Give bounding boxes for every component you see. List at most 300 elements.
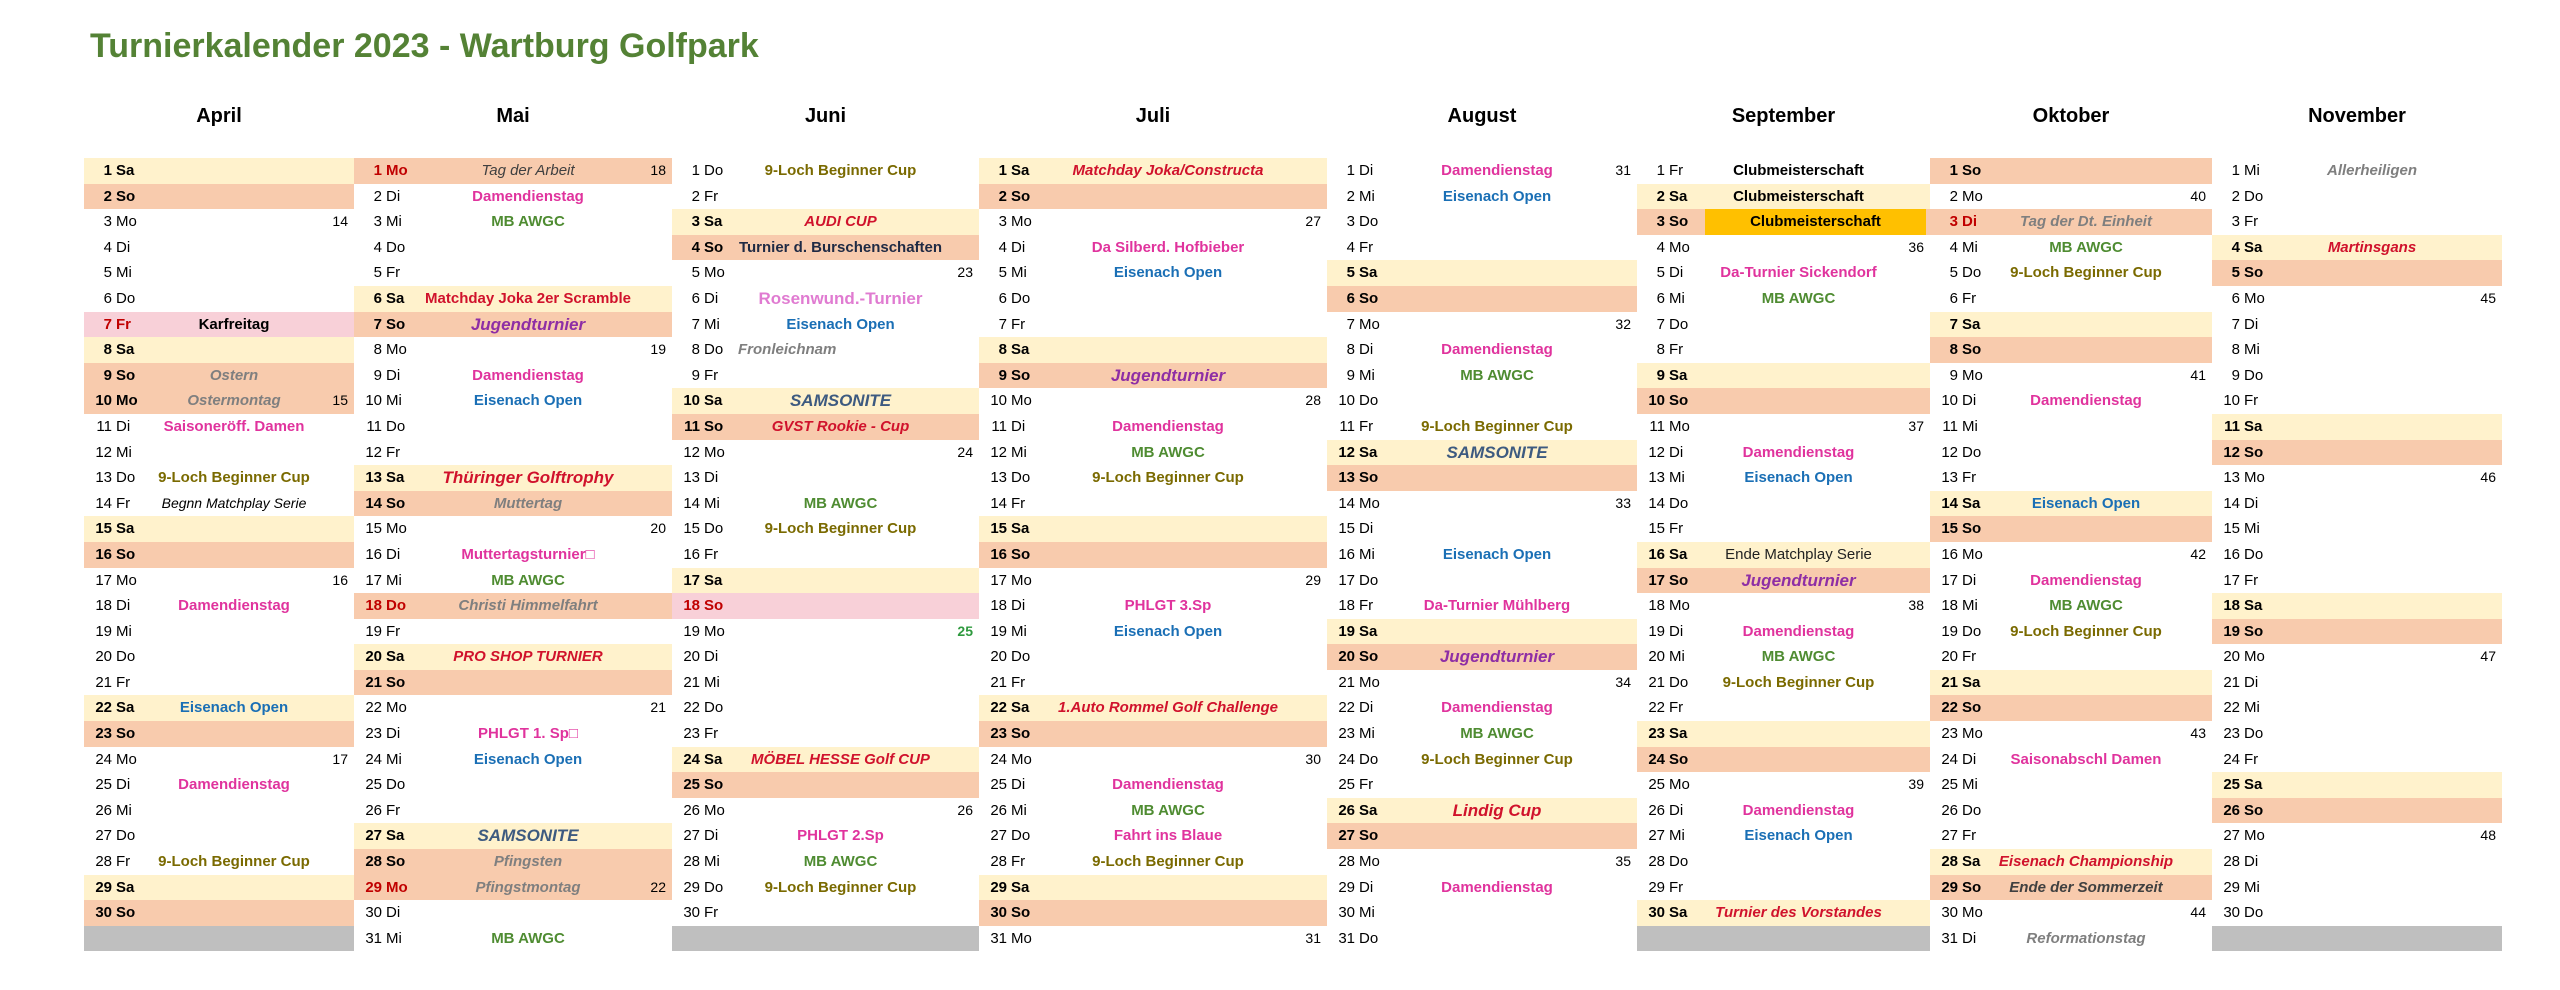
- weekday: Mo: [1011, 571, 1032, 589]
- day-number: 27: [95, 827, 112, 845]
- day-number: 13: [2223, 469, 2240, 487]
- day-number: 16: [990, 545, 1007, 563]
- event-label: MB AWGC: [2049, 238, 2123, 256]
- day-row: [2212, 798, 2502, 824]
- weekday: Fr: [704, 545, 719, 563]
- day-number: 22: [683, 699, 700, 717]
- day-row: [672, 286, 979, 312]
- weekday: Di: [386, 366, 401, 384]
- day-row: [672, 823, 979, 849]
- day-number: 9: [2231, 366, 2240, 384]
- day-number: 9: [691, 366, 700, 384]
- weekday: Mi: [1669, 827, 1685, 845]
- weekday: Mi: [386, 750, 402, 768]
- weekday: Do: [704, 162, 724, 179]
- event-label: Rosenwund.-Turnier: [758, 288, 923, 308]
- day-number: 20: [683, 648, 700, 666]
- week-number: 48: [2480, 827, 2496, 844]
- weekday: Do: [2244, 366, 2264, 384]
- day-row: [672, 568, 979, 594]
- day-row: [84, 875, 354, 901]
- day-number: 10: [990, 392, 1007, 410]
- day-row: [84, 926, 354, 952]
- weekday: Fr: [1669, 520, 1684, 538]
- event-label: Pfingsten: [493, 853, 563, 871]
- weekday: Di: [116, 597, 131, 615]
- weekday: Di: [1669, 801, 1684, 819]
- day-number: 12: [1338, 443, 1355, 461]
- day-number: 13: [1941, 469, 1958, 487]
- day-number: 6: [691, 289, 700, 307]
- day-row: [2212, 465, 2502, 491]
- weekday: Sa: [116, 341, 135, 359]
- day-row: [1327, 568, 1637, 594]
- event-label: MB AWGC: [803, 853, 878, 871]
- weekday: So: [1011, 904, 1031, 922]
- weekday: Di: [116, 238, 131, 256]
- day-number: 21: [1338, 673, 1355, 691]
- day-row: [1637, 440, 1930, 466]
- weekday: So: [1359, 827, 1379, 845]
- day-row: [2212, 721, 2502, 747]
- day-row: [1637, 875, 1930, 901]
- event-label: Begnn Matchplay Serie: [161, 494, 307, 511]
- day-number: 8: [103, 341, 112, 359]
- day-row: [1637, 158, 1930, 184]
- event-label: MB AWGC: [491, 571, 565, 589]
- day-number: 14: [365, 494, 382, 512]
- event-label: Da Silberd. Hofbieber: [1091, 238, 1245, 256]
- day-row: [84, 388, 354, 414]
- day-number: 20: [1941, 648, 1958, 666]
- day-row: [1327, 926, 1637, 952]
- weekday: Mo: [1669, 238, 1690, 256]
- weekday: Mo: [704, 801, 725, 819]
- weekday: Fr: [704, 904, 719, 922]
- day-row: [672, 926, 979, 952]
- day-row: [84, 695, 354, 721]
- day-row: [354, 414, 672, 440]
- day-row: [2212, 363, 2502, 389]
- event-label: 9-Loch Beginner Cup: [1722, 673, 1875, 691]
- event-label: Eisenach Open: [1442, 545, 1552, 563]
- day-row: [672, 619, 979, 645]
- event-label: Matchday Joka 2er Scramble: [425, 289, 631, 307]
- day-row: [672, 670, 979, 696]
- day-row: [1637, 926, 1930, 952]
- day-row: [2212, 823, 2502, 849]
- day-number: 2: [1949, 187, 1958, 205]
- day-number: 10: [683, 392, 700, 410]
- day-row: [1637, 542, 1930, 568]
- event-label: MB AWGC: [1460, 366, 1534, 384]
- weekday: Mi: [1011, 622, 1027, 640]
- day-row: [354, 568, 672, 594]
- day-number: 16: [1941, 545, 1958, 563]
- day-number: 24: [990, 750, 1007, 768]
- day-number: 7: [1346, 315, 1355, 333]
- event-label: Da-Turnier Sickendorf: [1720, 264, 1877, 282]
- day-row: [84, 440, 354, 466]
- day-number: 15: [1648, 520, 1665, 538]
- week-number: 27: [1305, 213, 1321, 230]
- event-label: Damendienstag: [472, 187, 584, 205]
- weekday: So: [1359, 469, 1379, 487]
- event-label: PHLGT 1. Sp□: [478, 725, 578, 743]
- day-number: 7: [1949, 315, 1958, 333]
- week-number: 34: [1615, 673, 1631, 690]
- day-row: [2212, 849, 2502, 875]
- event-label: 9-Loch Beginner Cup: [2010, 264, 2162, 282]
- day-number: 1: [1656, 162, 1665, 179]
- day-row: [2212, 184, 2502, 210]
- event-label: Pfingstmontag: [475, 878, 581, 896]
- day-number: 31: [990, 929, 1007, 947]
- event-label: 9-Loch Beginner Cup: [764, 162, 917, 179]
- day-row: [979, 260, 1327, 286]
- day-row: [1327, 388, 1637, 414]
- weekday: Fr: [1011, 315, 1026, 333]
- event-label: GVST Rookie - Cup: [771, 417, 910, 435]
- day-row: [1327, 823, 1637, 849]
- day-number: 19: [1338, 622, 1355, 640]
- day-number: 19: [990, 622, 1007, 640]
- day-number: 3: [2231, 213, 2240, 231]
- day-number: 10: [95, 392, 112, 410]
- day-row: [2212, 337, 2502, 363]
- day-row: [354, 900, 672, 926]
- day-row: [1930, 260, 2212, 286]
- weekday: Do: [1962, 443, 1982, 461]
- weekday: Mi: [2244, 341, 2260, 359]
- day-number: 15: [365, 520, 382, 538]
- week-number: 38: [1908, 597, 1924, 614]
- day-row: [979, 516, 1327, 542]
- day-number: 28: [1338, 853, 1355, 871]
- day-number: 14: [683, 494, 700, 512]
- day-row: [1637, 619, 1930, 645]
- day-number: 7: [2231, 315, 2240, 333]
- day-row: [1327, 440, 1637, 466]
- day-row: [1637, 695, 1930, 721]
- day-number: 19: [683, 622, 700, 640]
- day-number: 30: [683, 904, 700, 922]
- week-number: 19: [650, 341, 666, 358]
- day-number: 16: [365, 545, 382, 563]
- day-row: [84, 260, 354, 286]
- day-row: [1327, 184, 1637, 210]
- day-row: [1930, 158, 2212, 184]
- weekday: Mi: [1669, 469, 1685, 487]
- day-number: 21: [990, 673, 1007, 691]
- day-row: [672, 440, 979, 466]
- event-label: Eisenach Open: [473, 750, 583, 768]
- day-row: [84, 593, 354, 619]
- weekday: Mi: [386, 571, 402, 589]
- weekday: Mo: [2244, 469, 2265, 487]
- weekday: Fr: [386, 801, 401, 819]
- day-row: [672, 900, 979, 926]
- weekday: Sa: [386, 648, 405, 666]
- day-row: [84, 286, 354, 312]
- day-row: [979, 158, 1327, 184]
- day-number: 19: [95, 622, 112, 640]
- day-row: [1327, 465, 1637, 491]
- day-row: [979, 491, 1327, 517]
- day-number: 17: [1338, 571, 1355, 589]
- weekday: Mo: [386, 699, 407, 717]
- weekday: Mi: [1359, 187, 1375, 205]
- weekday: So: [1669, 571, 1689, 589]
- event-label: Damendienstag: [1441, 341, 1553, 359]
- weekday: Mo: [1359, 494, 1380, 512]
- day-row: [979, 235, 1327, 261]
- day-row: [1930, 516, 2212, 542]
- day-row: [672, 849, 979, 875]
- day-number: 15: [1941, 520, 1958, 538]
- day-row: [1327, 798, 1637, 824]
- day-row: [354, 491, 672, 517]
- day-number: 26: [1941, 801, 1958, 819]
- day-row: [84, 823, 354, 849]
- weekday: Do: [2244, 725, 2264, 743]
- day-row: [84, 798, 354, 824]
- weekday: Fr: [704, 725, 719, 743]
- day-row: [1930, 721, 2212, 747]
- day-number: 11: [684, 417, 700, 435]
- weekday: Fr: [2244, 750, 2259, 768]
- day-row: [354, 644, 672, 670]
- week-number: 31: [1615, 162, 1631, 178]
- day-row: [1637, 823, 1930, 849]
- day-row: [979, 568, 1327, 594]
- day-row: [979, 644, 1327, 670]
- event-label: Damendienstag: [2030, 571, 2142, 589]
- day-row: [1327, 235, 1637, 261]
- day-number: 4: [2231, 238, 2240, 256]
- weekday: Di: [704, 827, 719, 845]
- day-row: [672, 695, 979, 721]
- day-row: [354, 670, 672, 696]
- weekday: Di: [1011, 417, 1026, 435]
- day-number: 4: [103, 238, 112, 256]
- day-row: [1327, 593, 1637, 619]
- weekday: Mo: [116, 571, 137, 589]
- weekday: Do: [1669, 853, 1689, 871]
- day-row: [354, 593, 672, 619]
- weekday: So: [1011, 725, 1031, 743]
- weekday: Di: [1011, 238, 1026, 256]
- event-label: Jugendturnier: [470, 314, 586, 334]
- day-number: 18: [365, 597, 382, 615]
- day-number: 24: [1648, 750, 1665, 768]
- day-number: 10: [365, 392, 382, 410]
- weekday: Sa: [1962, 494, 1981, 512]
- day-number: 27: [365, 827, 382, 845]
- day-row: [84, 542, 354, 568]
- weekday: Sa: [386, 289, 405, 307]
- day-number: 18: [1338, 597, 1355, 615]
- week-number: 31: [1305, 929, 1321, 946]
- week-number: 42: [2190, 545, 2206, 562]
- weekday: Do: [1962, 622, 1982, 640]
- day-number: 13: [1648, 469, 1665, 487]
- day-number: 11: [1339, 417, 1355, 435]
- day-row: [979, 363, 1327, 389]
- day-row: [672, 798, 979, 824]
- day-row: [1637, 670, 1930, 696]
- day-row: [979, 747, 1327, 773]
- day-number: 17: [990, 571, 1007, 589]
- day-number: 24: [1941, 750, 1958, 768]
- weekday: Di: [1359, 699, 1374, 717]
- day-row: [979, 209, 1327, 235]
- day-row: [1637, 414, 1930, 440]
- day-row: [1327, 644, 1637, 670]
- day-row: [1327, 542, 1637, 568]
- day-row: [979, 184, 1327, 210]
- day-number: 8: [373, 341, 382, 359]
- weekday: So: [704, 417, 724, 435]
- day-row: [354, 184, 672, 210]
- day-number: 14: [1648, 494, 1665, 512]
- event-label: MB AWGC: [1131, 443, 1205, 461]
- month-column-juni: [672, 100, 979, 951]
- week-number: 17: [332, 750, 348, 767]
- day-number: 2: [103, 187, 112, 205]
- event-label: Turnier des Vorstandes: [1715, 904, 1882, 922]
- day-number: 10: [2223, 392, 2240, 410]
- weekday: Mo: [1962, 545, 1983, 563]
- day-row: [1930, 465, 2212, 491]
- day-number: 10: [1648, 392, 1665, 410]
- weekday: Do: [386, 597, 406, 615]
- day-number: 19: [365, 622, 382, 640]
- event-label: Damendienstag: [1441, 699, 1553, 717]
- day-row: [2212, 926, 2502, 952]
- event-label: Damendienstag: [472, 366, 584, 384]
- day-row: [2212, 644, 2502, 670]
- day-row: [354, 235, 672, 261]
- day-row: [1930, 363, 2212, 389]
- week-number: 18: [650, 162, 666, 178]
- event-label: Eisenach Open: [1744, 469, 1853, 487]
- day-row: [2212, 286, 2502, 312]
- weekday: So: [1962, 699, 1982, 717]
- weekday: Do: [116, 827, 136, 845]
- day-row: [672, 388, 979, 414]
- day-number: 29: [2223, 878, 2240, 896]
- week-number: 33: [1615, 494, 1631, 511]
- weekday: Sa: [116, 699, 135, 717]
- week-number: 28: [1305, 392, 1321, 409]
- weekday: Fr: [2244, 213, 2259, 231]
- day-row: [1327, 363, 1637, 389]
- weekday: So: [2244, 801, 2264, 819]
- weekday: So: [116, 904, 136, 922]
- day-number: 29: [683, 878, 700, 896]
- day-number: 25: [990, 776, 1007, 794]
- day-row: [1637, 798, 1930, 824]
- weekday: Mo: [1669, 597, 1690, 615]
- event-label: Fronleichnam: [738, 341, 837, 359]
- day-row: [672, 516, 979, 542]
- day-number: 5: [998, 264, 1007, 282]
- day-row: [979, 465, 1327, 491]
- day-number: 12: [1941, 443, 1958, 461]
- day-row: [1637, 363, 1930, 389]
- month-column-mai: [354, 100, 672, 951]
- event-label: Damendienstag: [178, 597, 290, 615]
- event-label: Eisenach Open: [1113, 264, 1223, 282]
- event-label: 9-Loch Beginner Cup: [764, 520, 917, 538]
- day-number: 4: [1949, 238, 1958, 256]
- day-row: [979, 900, 1327, 926]
- day-number: 8: [1656, 341, 1665, 359]
- weekday: Sa: [1359, 801, 1378, 819]
- day-number: 16: [1648, 545, 1665, 563]
- weekday: Mo: [2244, 827, 2265, 845]
- weekday: Mi: [2244, 520, 2260, 538]
- day-number: 6: [2231, 289, 2240, 307]
- event-label: SAMSONITE: [477, 826, 579, 846]
- weekday: Do: [704, 520, 724, 538]
- day-row: [84, 337, 354, 363]
- weekday: Mi: [1359, 545, 1375, 563]
- day-number: 25: [1338, 776, 1355, 794]
- day-number: 16: [1338, 545, 1355, 563]
- day-number: 7: [103, 315, 112, 333]
- event-label: Clubmeisterschaft: [1733, 187, 1864, 205]
- weekday: Mo: [1962, 187, 1983, 205]
- month-name: Juli: [1135, 105, 1171, 127]
- weekday: Sa: [2244, 597, 2263, 615]
- day-row: [979, 670, 1327, 696]
- event-label: Turnier d. Burschenschaften: [738, 238, 943, 256]
- weekday: Do: [386, 238, 406, 256]
- day-number: 22: [1338, 699, 1355, 717]
- weekday: Sa: [1011, 699, 1030, 717]
- weekday: Mo: [1011, 929, 1032, 947]
- weekday: Do: [116, 469, 136, 487]
- day-number: 4: [998, 238, 1007, 256]
- day-row: [979, 849, 1327, 875]
- day-row: [2212, 491, 2502, 517]
- event-label: PHLGT 2.Sp: [797, 827, 884, 845]
- day-number: 17: [2223, 571, 2240, 589]
- event-label: Tag der Arbeit: [481, 162, 575, 179]
- day-row: [979, 337, 1327, 363]
- event-label: Damendienstag: [1742, 443, 1855, 461]
- weekday: Do: [116, 648, 136, 666]
- weekday: So: [116, 545, 136, 563]
- day-number: 6: [1346, 289, 1355, 307]
- day-number: 2: [373, 187, 382, 205]
- day-number: 28: [683, 853, 700, 871]
- week-number: 15: [332, 392, 348, 409]
- weekday: Mo: [704, 622, 725, 640]
- event-label: Ende der Sommerzeit: [2009, 878, 2163, 896]
- weekday: Mi: [1011, 264, 1027, 282]
- week-number: 22: [650, 878, 666, 895]
- day-number: 27: [1941, 827, 1958, 845]
- weekday: So: [1011, 187, 1031, 205]
- day-number: 19: [1648, 622, 1665, 640]
- day-number: 1: [373, 162, 382, 179]
- weekday: So: [1669, 392, 1689, 410]
- day-row: [354, 926, 672, 952]
- month-name: August: [1447, 105, 1517, 127]
